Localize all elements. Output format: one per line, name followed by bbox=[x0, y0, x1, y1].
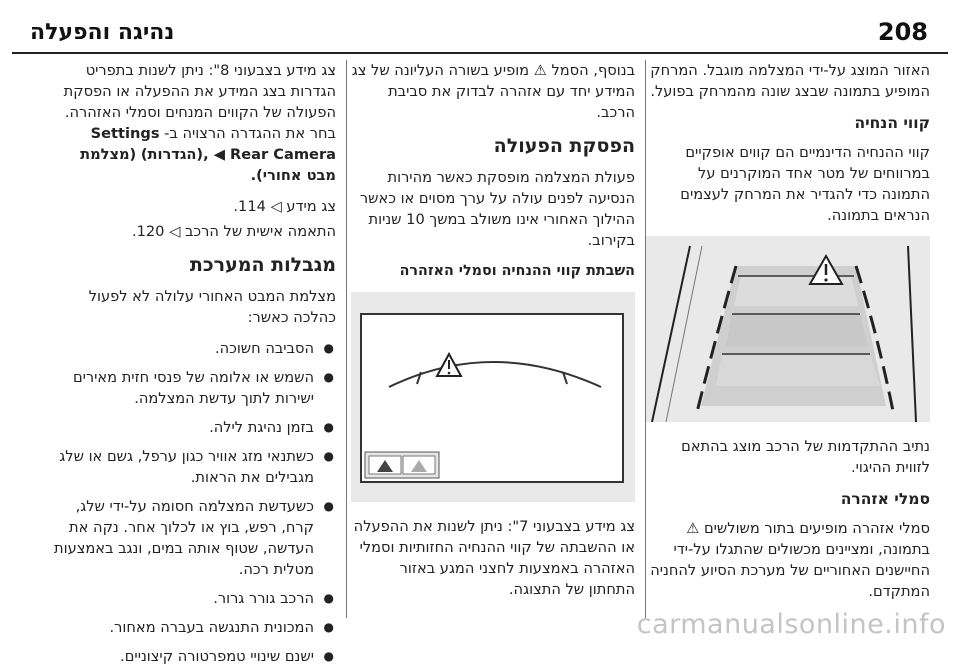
column-middle bbox=[351, 60, 635, 618]
display-illustration bbox=[351, 292, 635, 502]
intro-text: האזור המוצג על-ידי המצלמה מוגבל. המרחק המופיע בתמונה שבצג שונה מהמרחק בפועל. bbox=[650, 62, 930, 100]
settings-text: צג מידע בצבעוני 8": ניתן לשנות בתפריט הגדרות בצג המידע את ההפעלה או הפסקת הפעולה של הקווים המנחים וסמלי האזהרה. בחר את ההגדרה הרצויה ב- Settings (הגדרות), ◀ Rear Camera (מצלמת מבט אחורי). bbox=[63, 62, 336, 184]
list-item: ● הסביבה חשוכה. bbox=[52, 338, 336, 359]
list-item: ● כשעדשת המצלמה חסומה על-ידי שלג, קרח, רפש, בוץ או לכלוך אחר. נקה את העדשה, שטוף אותה במים, ונגב באמצעות מטלית רכה. bbox=[52, 496, 336, 580]
display-touch-buttons-figure bbox=[351, 292, 635, 502]
settings-path: Settings (הגדרות), ◀ Rear Camera bbox=[90, 125, 336, 163]
disable-text: צג מידע בצבעוני 7": ניתן לשנות את ההפעלה או ההשבתה של קווי ההנחיה החזותיות וסמלי האזהרה באמצעות לחצני המגע באזור התחתון של התצוגה. bbox=[353, 518, 635, 598]
warning-heading: סמלי אזהרה bbox=[840, 490, 930, 508]
list-item: ● הרכב גורר גרור. bbox=[52, 588, 336, 609]
rear-camera-guidelines-figure bbox=[646, 236, 930, 422]
chapter-title: נהיגה והפעלה bbox=[30, 20, 175, 45]
page-number: 208 bbox=[877, 18, 928, 46]
column-divider bbox=[346, 60, 347, 618]
guidelines-illustration bbox=[646, 236, 930, 422]
limits-intro: מצלמת המבט האחורי עלולה לא לפעול כהלכה כאשר: bbox=[88, 288, 336, 326]
list-item: ● כשתנאי מזג אוויר כגון ערפל, גשם או שלג מגבילים את הראות. bbox=[52, 446, 336, 488]
off-text: פעולת המצלמה מופסקת כאשר מהירות הנסיעה לפנים עולה על ערך מסוים או כאשר ההילוך האחורי אינו משולב במשך 10 שניות בקירוב. bbox=[359, 169, 635, 249]
list-item: ● השמש או אלומה של פנסי חזית מאירים ישירות לתוך עדשת המצלמה. bbox=[52, 367, 336, 409]
page-header bbox=[0, 0, 960, 56]
limits-heading: מגבלות המערכת bbox=[189, 254, 336, 276]
column-right bbox=[646, 60, 930, 618]
guide-heading: קווי הנחיה bbox=[854, 114, 930, 132]
reference-info-display: צג מידע ◁ 114. bbox=[233, 198, 336, 215]
path-text: נתיב ההתקדמות של הרכב מוצג בהתאם לזווית ההיגוי. bbox=[681, 438, 930, 476]
column-left bbox=[52, 60, 336, 665]
reference-personalization: התאמה אישית של הרכב ◁ 120. bbox=[131, 223, 336, 240]
warning-text: סמלי אזהרה מופיעים בתור משולשים ⚠ בתמונה, ומציינים מכשולים שהתגלו על-ידי החיישנים האחוריים של מערכת הסיוע להחניה המתקדם. bbox=[650, 520, 930, 600]
off-heading: הפסקת הפעולה bbox=[493, 135, 635, 157]
watermark: carmanualsonline.info bbox=[636, 609, 946, 640]
warning-note: בנוסף, הסמל ⚠ מופיע בשורה העליונה של צג המידע יחד עם אזהרה לבדוק את סביבת הרכב. bbox=[351, 62, 635, 121]
list-item: ● בזמן נהיגת לילה. bbox=[52, 417, 336, 438]
settings-suffix: (מצלמת מבט אחורי). bbox=[80, 146, 336, 184]
list-item: ● המכונית התנגשה בעברה מאחור. bbox=[52, 617, 336, 638]
guide-text: קווי ההנחיה הדינמיים הם קווים אופקיים במרווחים של מטר אחד המוקרנים על התמונה כדי להגדיר את המרחק לעצמים הנראים בתמונה. bbox=[680, 144, 930, 224]
header-rule bbox=[12, 52, 948, 54]
limits-list bbox=[52, 338, 336, 667]
list-item: ● ישנם שינויי טמפרטורה קיצוניים. bbox=[52, 646, 336, 667]
disable-heading: השבתת קווי ההנחיה וסמלי האזהרה bbox=[399, 263, 635, 279]
